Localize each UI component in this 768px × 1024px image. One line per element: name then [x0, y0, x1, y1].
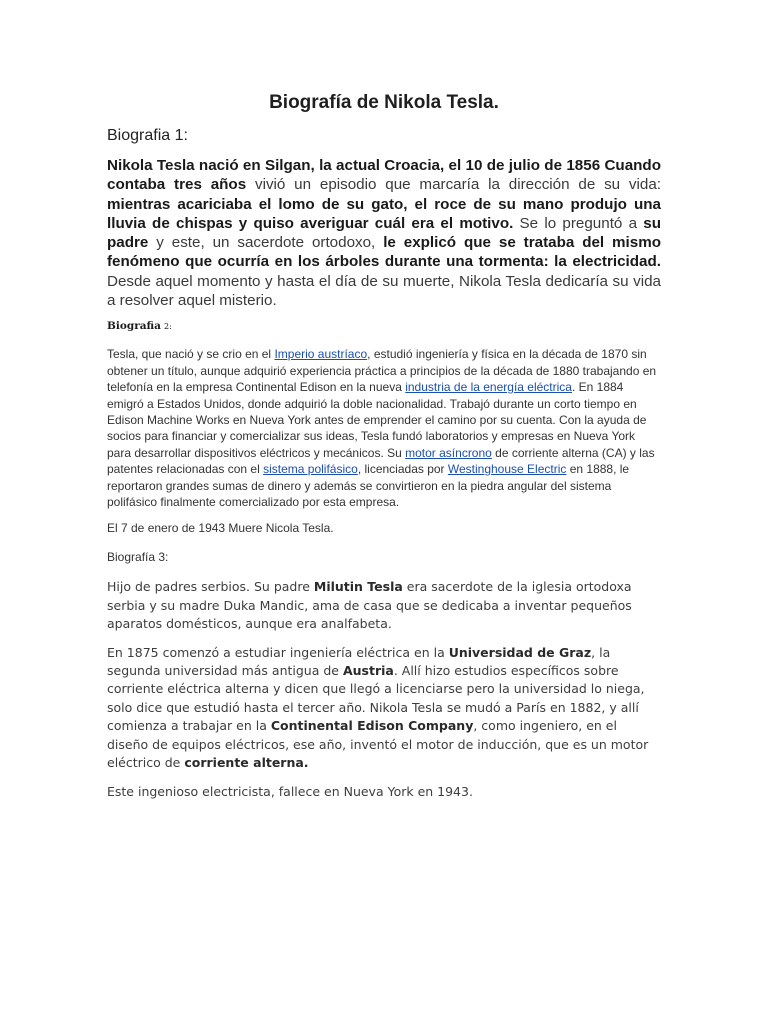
link-motor-asincrono[interactable]: motor asíncrono	[405, 445, 492, 460]
biografia-3-paragraph-3: Este ingenioso electricista, fallece en Nueva York en 1943.	[107, 783, 473, 799]
link-industria-energia-electrica[interactable]: industria de la energía eléctrica	[405, 380, 572, 395]
body-text: era sacerdote de la iglesia ortodoxa serbia y su madre Duka Mandic, ama de casa que se dedicaba a inventar pequeños aparatos domésticos, aunque era analfabeta.	[107, 579, 632, 632]
biografia-3-paragraph-2	[107, 644, 661, 773]
body-text: . En 1884 emigró a Estados Unidos, donde adquirió la doble nacionalidad. Trabajó durante un corto tiempo en Edison Machine Works en Nueva York antes de emprender el camino por su cuenta. Con la ayuda de socios para financiar y comercializar sus ideas, Tesla fundó laboratorios y empresas en Nueva York para desarrollar dispositivos eléctricos y mecánicos. Su	[107, 380, 647, 460]
link-sistema-polifasico[interactable]: sistema polifásico	[263, 462, 358, 477]
body-text: En 1875 comenzó a estudiar ingeniería eléctrica en la	[107, 644, 449, 660]
body-text: Hijo de padres serbios. Su padre	[107, 579, 314, 595]
body-text: de corriente alterna (CA) y las patentes relacionadas con el	[107, 445, 655, 477]
body-text: . Allí hizo estudios específicos sobre corriente eléctrica alterna y dicen que llegó a licenciarse pero la universidad lo niega, solo dice que estudió hasta el tercer año. Nikola Tesla se mudó a París en 1882, y allí comienza a trabajar en la	[107, 663, 645, 734]
bold-text: Continental Edison Company	[270, 718, 474, 734]
biografia-3-paragraph-1	[107, 578, 661, 633]
body-text: , como ingeniero, en el diseño de equipos eléctricos, ese año, inventó el motor de inducción, que es un motor eléctrico de	[107, 718, 649, 771]
biografia-2-heading-number: 2:	[163, 322, 172, 332]
body-text: Se lo preguntó a	[513, 214, 644, 232]
page-title: Biografía de Nikola Tesla.	[269, 92, 499, 113]
biografia-2-heading-main: Biografia	[107, 320, 161, 333]
body-text: Tesla, que nació y se crio en el	[107, 347, 275, 362]
bold-text: le explicó que se trataba del mismo fenómeno que ocurría en los árboles durante una tormenta: la electricidad.	[107, 234, 661, 271]
biografia-1-paragraph	[107, 156, 661, 310]
body-text: y este, un sacerdote ortodoxo,	[148, 234, 384, 252]
biografia-1-heading: Biografia 1:	[107, 127, 188, 144]
biografia-2-paragraph	[107, 346, 661, 510]
bold-text: mientras acariciaba el lomo de su gato, el roce de su mano produjo una lluvia de chispas y quiso averiguar cuál era el motivo.	[107, 195, 661, 232]
body-text: vivió un episodio que marcaría la dirección de su vida:	[246, 176, 662, 194]
bold-text: Universidad de Graz	[448, 644, 592, 660]
body-text: , estudió ingeniería y física en la década de 1870 sin obtener un título, aunque adquirió experiencia práctica a principios de la década de 1880 trabajando en telefonía en la empresa Continental Edison en la nueva	[107, 347, 657, 395]
death-date-line: El 7 de enero de 1943 Muere Nicola Tesla.	[107, 521, 334, 536]
bold-text: corriente alterna.	[184, 755, 309, 771]
body-text: Desde aquel momento y hasta el día de su muerte, Nikola Tesla dedicaría su vida a resolver aquel misterio.	[107, 272, 661, 310]
bold-text: Austria	[342, 663, 394, 679]
bold-text: su padre	[107, 214, 661, 252]
body-text: , la segunda universidad más antigua de	[107, 644, 611, 679]
bold-text: Milutin Tesla	[313, 579, 403, 595]
link-imperio-austriaco[interactable]: Imperio austríaco	[274, 347, 368, 362]
link-westinghouse-electric[interactable]: Westinghouse Electric	[447, 462, 567, 477]
biografia-3-heading: Biografía 3:	[107, 550, 169, 565]
body-text: en 1888, le reportaron grandes sumas de dinero y además se convirtieron en la piedra angular del sistema polifásico finalmente comercializado por esta empresa.	[107, 462, 630, 510]
biografia-2-heading	[107, 318, 661, 335]
body-text: , licenciadas por	[357, 462, 448, 477]
bold-text: Nikola Tesla nació en Silgan, la actual Croacia, el 10 de julio de 1856 Cuando contaba tres años	[107, 157, 661, 194]
